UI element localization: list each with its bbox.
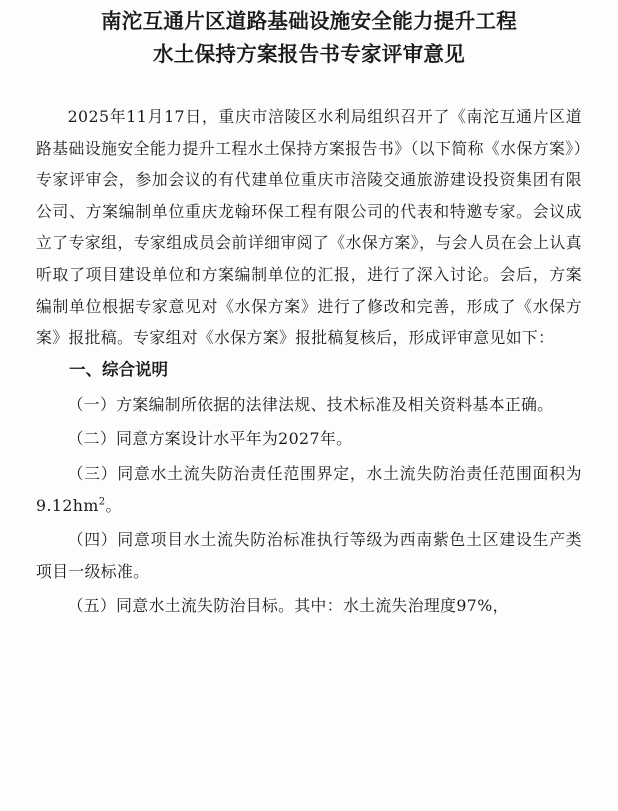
item-3-superscript: 2 <box>98 496 106 508</box>
item-5: （五）同意水土流失防治目标。其中：水土流失治理度97%， <box>67 596 509 616</box>
item-3-suffix: 。 <box>105 495 122 515</box>
document-title-line-1: 南沱互通片区道路基础设施安全能力提升工程 <box>101 9 517 33</box>
item-3 <box>36 455 582 521</box>
intro-paragraph: 2025年11月17日，重庆市涪陵区水利局组织召开了《南沱互通片区道路基础设施安全能力提升工程水土保持方案报告书》（以下简称《水保方案》）专家评审会，参加会议的有代建单位重庆市涪陵交通旅游建设投资集团有限公司、方案编制单位重庆龙翰环保工程有限公司的代表和特邀专家。会议成立了专家组，专家组成员会前详细审阅了《水保方案》，与会人员在会上认真听取了项目建设单位和方案编制单位的汇报，进行了深入讨论。会后，方案编制单位根据专家意见对《水保方案》进行了修改和完善，形成了《水保方案》报批稿。专家组对《水保方案》报批稿复核后，形成评审意见如下： <box>36 107 582 348</box>
section-1-heading: 一、综合说明 <box>69 359 168 379</box>
item-2: （二）同意方案设计水平年为2027年。 <box>67 429 353 449</box>
document-title-line-2: 水土保持方案报告书专家评审意见 <box>153 42 465 66</box>
item-4: （四）同意项目水土流失防治标准执行等级为西南紫色土区建设生产类项目一级标准。 <box>36 530 582 581</box>
item-3-text: （三）同意水土流失防治责任范围界定，水土流失防治责任范围面积为9.12hm <box>36 463 582 515</box>
item-1: （一）方案编制所依据的法律法规、技术标准及相关资料基本正确。 <box>67 394 554 414</box>
